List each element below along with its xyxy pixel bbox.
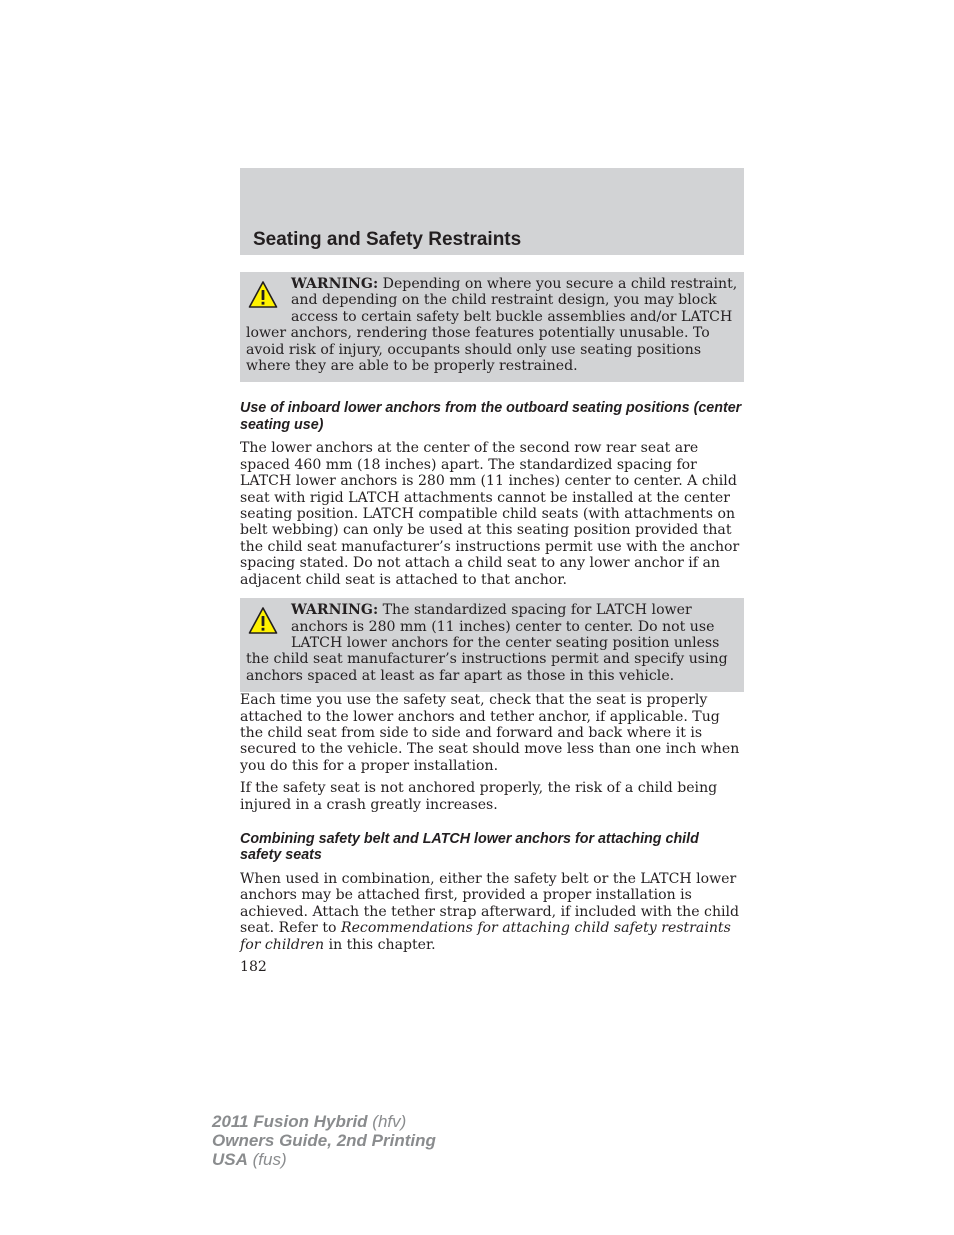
footer-line-2 [212, 1131, 436, 1150]
warning-text: The standardized spacing for LATCH lower anchors is 280 mm (11 inches) center to center. Do not use LATCH lower anchors for the center seating position unless the child seat manufacturer’s instructions permit and specify using anchors spaced at least as far apart as those in this vehicle. [246, 602, 728, 684]
paragraph-text: When used in combination, either the safety belt or the LATCH lower anchors may be attached first, provided a proper installation is achieved. Attach the tether strap afterward, if included with the child seat. Refer to [240, 870, 740, 937]
paragraph-text-end: in this chapter. [324, 936, 436, 953]
footer-model-code: (hfv) [367, 1112, 407, 1131]
page-number: 182 [240, 959, 267, 975]
paragraph-check-seat: Each time you use the safety seat, check that the seat is properly attached to the lower anchors and tether anchor, if applicable. Tug the child seat from side to side and forward and back where it is secured to the vehicle. The seat should move less than one inch when you do this for a proper installation. [240, 692, 740, 774]
warning-label: WARNING: [291, 602, 379, 619]
footer [212, 1112, 436, 1169]
footer-line-3 [212, 1150, 436, 1169]
warning-box-1 [240, 272, 744, 382]
footer-market: USA [212, 1150, 248, 1169]
warning-box-2 [240, 598, 744, 692]
footer-market-code: (fus) [247, 1150, 287, 1169]
footer-line-1 [212, 1112, 436, 1131]
paragraph-lower-anchors: The lower anchors at the center of the second row rear seat are spaced 460 mm (18 inches) apart. The standardized spacing for LATCH lower anchors is 280 mm (11 inches) center to center. A child seat with rigid LATCH attachments cannot be installed at the center seating position. LATCH compatible child seats (with attachments on belt webbing) can only be used at this seating position provided that the child seat manufacturer’s instructions permit use with the anchor spacing stated. Do not attach a child seat to any lower anchor if an adjacent child seat is attached to that anchor. [240, 440, 740, 588]
footer-model: 2011 Fusion Hybrid [212, 1112, 368, 1131]
warning-triangle-icon [248, 606, 278, 636]
page-content [240, 272, 744, 975]
paragraph-combining [240, 871, 744, 953]
cross-reference: Recommendations for attaching child safety restraints for children [240, 920, 731, 953]
warning-label: WARNING: [291, 276, 379, 292]
paragraph-anchor-risk: If the safety seat is not anchored properly, the risk of a child being injured in a crash greatly increases. [240, 780, 718, 813]
footer-guide: Owners Guide, 2nd Printing [212, 1131, 436, 1150]
warning-text: Depending on where you secure a child restraint, and depending on the child restraint design, you may block access to certain safety belt buckle assemblies and/or LATCH lower anchors, rendering those features potentially unusable. To avoid risk of injury, occupants should only use seating positions where they are able to be properly restrained. [246, 276, 738, 375]
warning-triangle-icon [248, 280, 278, 310]
subheading-center-seating: Use of inboard lower anchors from the outboard seating positions (center seating use) [240, 400, 742, 433]
section-title: Seating and Safety Restraints [253, 229, 522, 250]
section-header [240, 168, 744, 255]
subheading-combining: Combining safety belt and LATCH lower anchors for attaching child safety seats [240, 830, 699, 864]
